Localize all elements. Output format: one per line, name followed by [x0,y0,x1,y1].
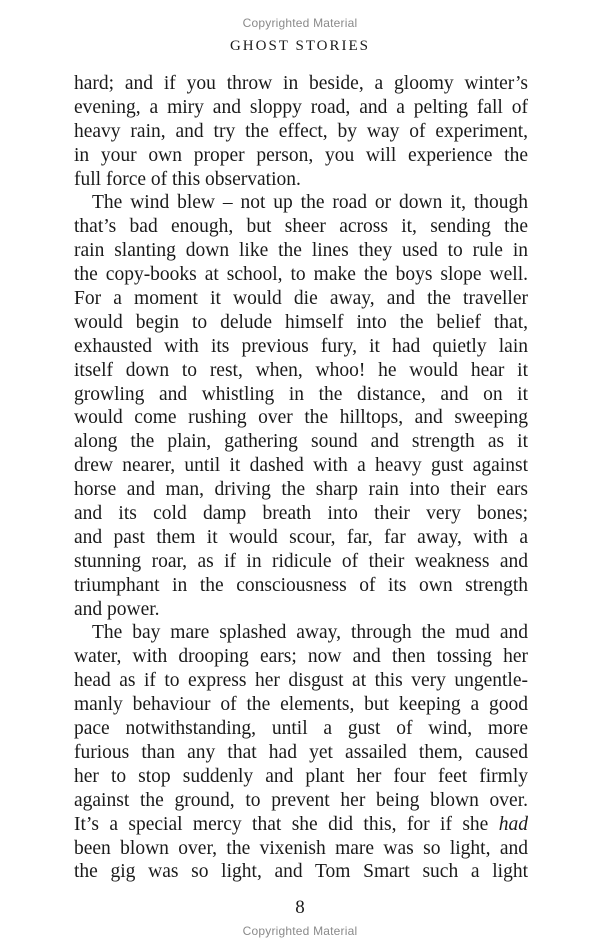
text-line: the gig was so light, and Tom Smart such a light [74,861,528,883]
text-line: growling and whistling in the distance, and on it [74,383,528,405]
text-line: evening, a miry and sloppy road, and a pelting fall of [74,96,528,118]
text-line: manly behaviour of the elements, but keeping a good [74,694,528,716]
text-line: against the ground, to prevent her being blown over. [74,789,528,811]
text-line: the copy-books at school, to make the boys slope well. [74,264,528,286]
text-line: hard; and if you throw in beside, a gloomy winter’s [74,73,528,94]
text-line: itself down to rest, when, whoo! he would hear it [74,359,528,381]
running-head: GHOST STORIES [229,38,371,54]
page-number: 8 [295,897,305,918]
text-line: exhausted with its previous fury, it had quietly lain [74,335,528,357]
paragraph [74,72,528,191]
text-line: and past them it would scour, far, far away, with a [74,526,528,548]
text-line: The bay mare splashed away, through the mud and [92,622,528,644]
text-line: For a moment it would die away, and the traveller [74,288,528,310]
text-line: The wind blew – not up the road or down it, though [92,192,528,214]
text-line: along the plain, gathering sound and strength as it [74,431,528,453]
text-line: horse and man, driving the sharp rain into their ears [74,479,528,501]
text-line: her to stop suddenly and plant her four feet firmly [74,765,528,787]
paragraph [74,191,528,621]
text-line: head as if to express her disgust at this very ungentle- [74,670,528,692]
text-line: pace notwithstanding, until a gust of wind, more [74,718,528,740]
text-line: would begin to delude himself into the belief that, [74,311,528,333]
text-line: been blown over, the vixenish mare was so light, and [74,837,528,859]
text-line: full force of this observation. [74,168,301,190]
paragraph [74,621,528,884]
text-line: heavy rain, and try the effect, by way of experiment, [74,120,528,142]
copyright-watermark-top: Copyrighted Material [242,16,358,30]
text-line: that’s bad enough, but sheer across it, sending the [74,216,528,238]
body-text [74,72,528,884]
text-line: and its cold damp breath into their very bones; [74,503,528,525]
emphasized-word: had [498,813,528,835]
text-line: rain slanting down like the lines they used to rule in [74,240,528,262]
copyright-watermark-bottom: Copyrighted Material [242,924,358,938]
text-line: water, with drooping ears; now and then tossing her [74,646,528,668]
text-line: It’s a special mercy that she did this, for if she had [74,813,528,835]
text-line: triumphant in the consciousness of its own strength [74,574,528,596]
text-line: would come rushing over the hilltops, and sweeping [74,407,528,429]
text-line: and power. [74,598,160,620]
text-line: in your own proper person, you will experience the [74,144,528,166]
text-line: drew nearer, until it dashed with a heavy gust against [74,455,528,477]
text-line: furious than any that had yet assailed them, caused [74,741,528,763]
text-line: stunning roar, as if in ridicule of their weakness and [74,550,528,572]
